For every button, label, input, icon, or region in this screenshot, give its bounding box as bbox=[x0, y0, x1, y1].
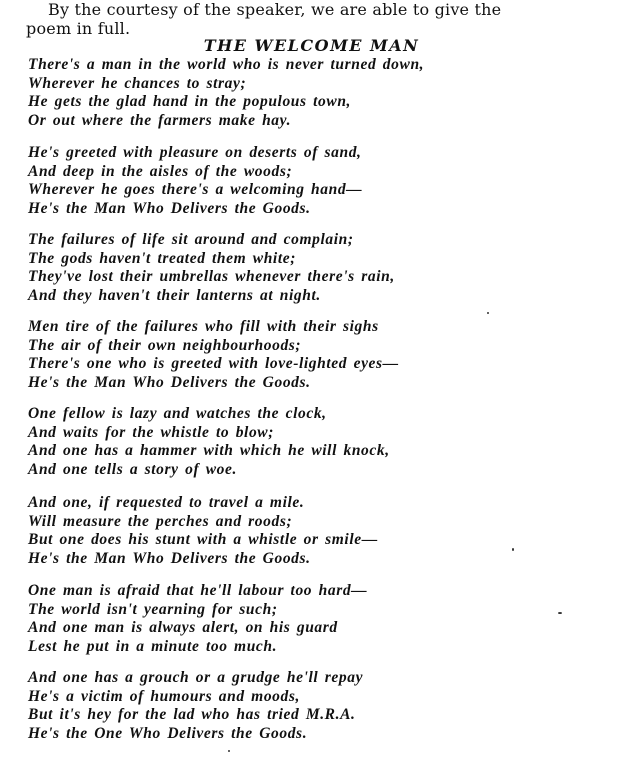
poem-title: THE WELCOME MAN bbox=[203, 36, 420, 55]
poem-line: And deep in the aisles of the woods; bbox=[28, 162, 293, 180]
stanza-7 bbox=[28, 582, 608, 656]
poem-line: And one has a hammer with which he will knock, bbox=[28, 442, 390, 459]
stanza-1 bbox=[28, 56, 608, 130]
poem-line: He's the One Who Delivers the Goods. bbox=[28, 724, 308, 742]
poem-line: And one man is always alert, on his guard bbox=[28, 619, 338, 636]
poem-line: He's a victim of humours and moods, bbox=[28, 687, 300, 705]
poem-line: Wherever he goes there's a welcoming hand— bbox=[28, 181, 363, 198]
poem-line: Lest he put in a minute too much. bbox=[28, 637, 278, 655]
poem-line: And they haven't their lanterns at night. bbox=[28, 286, 321, 304]
poem-line: There's a man in the world who is never turned down, bbox=[28, 56, 425, 73]
stanza-2 bbox=[28, 144, 608, 218]
poem-line: He's the Man Who Delivers the Goods. bbox=[28, 199, 311, 217]
print-speck bbox=[558, 612, 562, 614]
poem-line: And one, if requested to travel a mile. bbox=[28, 494, 305, 511]
poem-line: But one does his stunt with a whistle or smile— bbox=[28, 531, 378, 548]
stanza-6 bbox=[28, 494, 608, 568]
poem-line: The gods haven't treated them white; bbox=[28, 249, 296, 267]
poem-line: The world isn't yearning for such; bbox=[28, 600, 278, 618]
stanza-8 bbox=[28, 669, 608, 743]
stanza-5 bbox=[28, 405, 608, 479]
poem-line: He's greeted with pleasure on deserts of sand, bbox=[28, 144, 362, 161]
poem-line: Men tire of the failures who fill with their sighs bbox=[28, 318, 379, 335]
poem-line: They've lost their umbrellas whenever there's rain, bbox=[28, 268, 395, 285]
poem-line: Or out where the farmers make hay. bbox=[28, 111, 292, 129]
poem-line: One fellow is lazy and watches the clock, bbox=[28, 405, 327, 422]
print-speck bbox=[228, 750, 230, 752]
intro-line: poem in full. bbox=[26, 19, 131, 38]
poem-line: He's the Man Who Delivers the Goods. bbox=[28, 549, 311, 567]
poem-line: He's the Man Who Delivers the Goods. bbox=[28, 373, 311, 391]
poem-line: The air of their own neighbourhoods; bbox=[28, 336, 302, 354]
stanza-3 bbox=[28, 231, 608, 305]
poem-line: Will measure the perches and roods; bbox=[28, 512, 293, 530]
print-speck bbox=[487, 312, 489, 314]
poem-line: He gets the glad hand in the populous town, bbox=[28, 93, 352, 110]
poem-line: But it's hey for the lad who has tried M.R.A. bbox=[28, 706, 356, 723]
intro-line: By the courtesy of the speaker, we are able to give the bbox=[48, 0, 502, 19]
print-speck bbox=[512, 548, 514, 551]
poem-line: One man is afraid that he'll labour too hard— bbox=[28, 582, 368, 599]
intro-paragraph bbox=[26, 0, 606, 38]
poem-line: The failures of life sit around and complain; bbox=[28, 231, 354, 248]
stanza-4 bbox=[28, 318, 608, 392]
poem-line: There's one who is greeted with love-lighted eyes— bbox=[28, 355, 399, 372]
poem-line: And one has a grouch or a grudge he'll repay bbox=[28, 669, 364, 686]
poem-line: And one tells a story of woe. bbox=[28, 460, 237, 478]
poem-line: And waits for the whistle to blow; bbox=[28, 423, 274, 441]
poem-line: Wherever he chances to stray; bbox=[28, 74, 247, 92]
